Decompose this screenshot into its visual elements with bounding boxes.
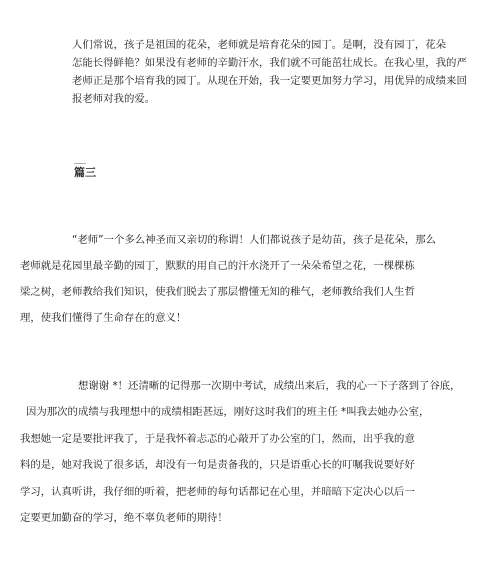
paragraph3-line-6: 定要更加勤奋的学习，绝不辜负老师的期待！ [20,512,228,524]
paragraph1-line-4: 报老师对我的爱。 [72,93,156,105]
paragraph1-line-2: 怎能长得鲜艳？如果没有老师的辛勤汗水，我们就不可能茁壮成长。在我心里，我的严 [72,57,467,69]
paragraph2-line-1: “老师”一个多么神圣而又亲切的称谓！人们都说孩子是幼苗，孩子是花朵，那么 [72,234,437,246]
paragraph1-line-3: 老师正是那个培育我的园丁。从现在开始，我一定要更加努力学习，用优异的成绩来回 [72,75,467,87]
paragraph3-line-2: 因为那次的成绩与我理想中的成绩相距甚远，刚好这时我们的班主任 *叫我去她办公室， [26,406,430,418]
paragraph2-line-3: 梁之树，老师教给我们知识，使我们脱去了那层懵懂无知的稚气，老师教给我们人生哲 [20,286,415,298]
paragraph3-line-4: 料的是，她对我说了很多话，却没有一句是责备我的，只是语重心长的叮嘱我说要好好 [20,459,415,471]
paragraph1-line-1: 人们常说，孩子是祖国的花朵，老师就是培育花朵的园丁。是啊，没有园丁，花朵 [72,39,447,51]
paragraph2-line-4: 理，使我们懂得了生命存在的意义！ [20,312,187,324]
paragraph3-line-3: 我想她一定是要批评我了，于是我怀着忐忑的心敲开了办公室的门，然而，出乎我的意 [20,433,415,445]
paragraph3-line-1: 想谢谢 *！还清晰的记得那一次期中考试，成绩出来后，我的心一下子落到了谷底， [78,380,461,392]
paragraph2-line-2: 老师就是花园里最辛勤的园丁，默默的用自己的汗水浇开了一朵朵希望之花，一棵棵栋 [20,260,415,272]
section-mark: ____ [74,157,86,164]
section-title: 篇三 [74,166,96,179]
paragraph3-line-5: 学习，认真听讲，我仔细的听着，把老师的每句话都记在心里，并暗暗下定决心以后一 [20,486,415,498]
